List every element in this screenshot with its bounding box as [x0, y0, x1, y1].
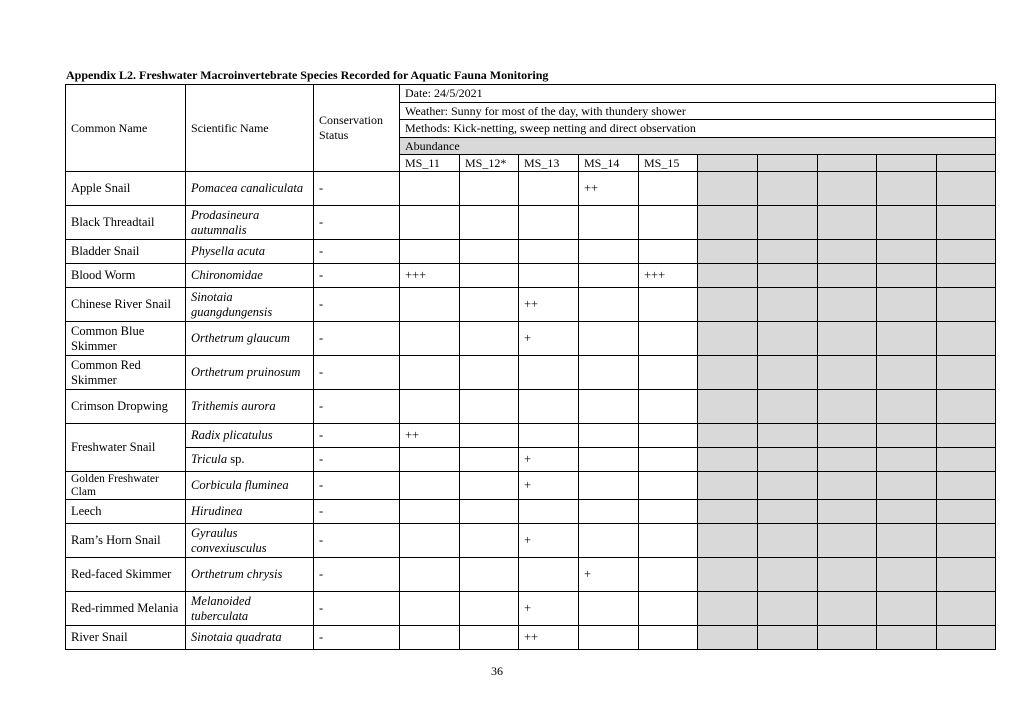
- table-row: [66, 206, 996, 240]
- empty-shaded-cell: [937, 448, 996, 472]
- empty-shaded-cell: [937, 500, 996, 524]
- abundance-cell: [460, 626, 519, 650]
- abundance-cell: [460, 558, 519, 592]
- abundance-cell: [400, 172, 460, 206]
- abundance-cell: [579, 322, 639, 356]
- abundance-cell: [400, 356, 460, 390]
- abundance-cell: [400, 390, 460, 424]
- table-row: [66, 322, 996, 356]
- empty-shaded-cell: [877, 264, 937, 288]
- abundance-cell: [460, 592, 519, 626]
- empty-shaded-cell: [937, 626, 996, 650]
- empty-shaded-cell: [698, 288, 758, 322]
- table-row: [66, 356, 996, 390]
- empty-shaded-cell: [758, 424, 818, 448]
- empty-shaded-cell: [937, 390, 996, 424]
- empty-shaded-cell: [758, 206, 818, 240]
- abundance-cell: ++: [519, 288, 579, 322]
- common-name-cell: Freshwater Snail: [66, 424, 186, 472]
- empty-shaded-cell: [818, 206, 877, 240]
- empty-shaded-cell: [698, 592, 758, 626]
- scientific-name-cell: Melanoided tuberculata: [186, 592, 314, 626]
- abundance-cell: [639, 206, 698, 240]
- conservation-status-cell: -: [314, 524, 400, 558]
- abundance-cell: [460, 322, 519, 356]
- empty-shaded-cell: [818, 592, 877, 626]
- abundance-cell: +++: [400, 264, 460, 288]
- empty-shaded-cell: [877, 472, 937, 500]
- abundance-cell: [519, 264, 579, 288]
- conservation-status-cell: -: [314, 322, 400, 356]
- conservation-status-cell: -: [314, 500, 400, 524]
- abundance-cell: ++: [579, 172, 639, 206]
- abundance-cell: [400, 524, 460, 558]
- abundance-cell: [519, 206, 579, 240]
- scientific-name-cell: [186, 448, 314, 472]
- abundance-cell: [460, 240, 519, 264]
- common-name-cell: Bladder Snail: [66, 240, 186, 264]
- empty-shaded-cell: [698, 500, 758, 524]
- abundance-cell: [400, 472, 460, 500]
- abundance-cell: [400, 288, 460, 322]
- scientific-name-cell: Gyraulus convexiusculus: [186, 524, 314, 558]
- empty-shaded-cell: [877, 356, 937, 390]
- abundance-cell: [519, 172, 579, 206]
- empty-shaded-cell: [758, 626, 818, 650]
- abundance-cell: [519, 558, 579, 592]
- abundance-cell: [460, 172, 519, 206]
- conservation-status-cell: -: [314, 356, 400, 390]
- abundance-cell: [460, 264, 519, 288]
- abundance-cell: [400, 500, 460, 524]
- abundance-cell: [639, 424, 698, 448]
- empty-shaded-cell: [877, 626, 937, 650]
- abundance-cell: +: [519, 322, 579, 356]
- conservation-status-cell: -: [314, 472, 400, 500]
- abundance-cell: [639, 288, 698, 322]
- abundance-cell: [639, 524, 698, 558]
- empty-shaded-cell: [818, 472, 877, 500]
- scientific-name-cell: Corbicula fluminea: [186, 472, 314, 500]
- abundance-cell: [579, 264, 639, 288]
- station-header: [818, 155, 877, 172]
- empty-shaded-cell: [937, 356, 996, 390]
- empty-shaded-cell: [937, 322, 996, 356]
- abundance-cell: [460, 500, 519, 524]
- abundance-cell: [400, 448, 460, 472]
- empty-shaded-cell: [758, 448, 818, 472]
- conservation-status-cell: -: [314, 448, 400, 472]
- table-row: [66, 424, 996, 448]
- header-methods: Methods: Kick-netting, sweep netting and direct observation: [400, 120, 996, 138]
- empty-shaded-cell: [937, 524, 996, 558]
- species-table: [65, 84, 996, 650]
- abundance-cell: +: [519, 524, 579, 558]
- empty-shaded-cell: [758, 288, 818, 322]
- abundance-cell: [400, 322, 460, 356]
- conservation-status-cell: -: [314, 264, 400, 288]
- abundance-cell: [460, 288, 519, 322]
- common-name-cell: River Snail: [66, 626, 186, 650]
- page-number: 36: [491, 664, 503, 678]
- empty-shaded-cell: [698, 448, 758, 472]
- abundance-cell: +: [579, 558, 639, 592]
- empty-shaded-cell: [818, 626, 877, 650]
- empty-shaded-cell: [937, 558, 996, 592]
- empty-shaded-cell: [758, 558, 818, 592]
- abundance-cell: [400, 626, 460, 650]
- abundance-cell: [639, 240, 698, 264]
- scientific-name-cell: Prodasineura autumnalis: [186, 206, 314, 240]
- abundance-cell: [400, 206, 460, 240]
- header-scientific-name: Scientific Name: [186, 85, 314, 172]
- scientific-name-cell: Trithemis aurora: [186, 390, 314, 424]
- empty-shaded-cell: [758, 264, 818, 288]
- empty-shaded-cell: [937, 172, 996, 206]
- station-header: [698, 155, 758, 172]
- header-common-name: Common Name: [66, 85, 186, 172]
- empty-shaded-cell: [877, 288, 937, 322]
- conservation-status-cell: -: [314, 626, 400, 650]
- table-row: [66, 288, 996, 322]
- empty-shaded-cell: [937, 424, 996, 448]
- empty-shaded-cell: [877, 558, 937, 592]
- abundance-cell: [639, 172, 698, 206]
- empty-shaded-cell: [937, 472, 996, 500]
- scientific-name-cell: Hirudinea: [186, 500, 314, 524]
- scientific-name-cell: Radix plicatulus: [186, 424, 314, 448]
- empty-shaded-cell: [937, 288, 996, 322]
- header-abundance: Abundance: [400, 138, 996, 155]
- empty-shaded-cell: [698, 356, 758, 390]
- conservation-status-cell: -: [314, 172, 400, 206]
- common-name-cell: Black Threadtail: [66, 206, 186, 240]
- abundance-cell: [519, 240, 579, 264]
- station-header: MS_13: [519, 155, 579, 172]
- abundance-cell: [519, 424, 579, 448]
- empty-shaded-cell: [698, 424, 758, 448]
- empty-shaded-cell: [877, 448, 937, 472]
- empty-shaded-cell: [698, 472, 758, 500]
- abundance-cell: [639, 356, 698, 390]
- abundance-cell: +: [519, 448, 579, 472]
- empty-shaded-cell: [937, 206, 996, 240]
- empty-shaded-cell: [937, 592, 996, 626]
- abundance-cell: [579, 448, 639, 472]
- abundance-cell: [579, 524, 639, 558]
- empty-shaded-cell: [758, 524, 818, 558]
- common-name-cell: Ram’s Horn Snail: [66, 524, 186, 558]
- abundance-cell: [460, 206, 519, 240]
- abundance-cell: [579, 356, 639, 390]
- station-header: [877, 155, 937, 172]
- common-name-cell: Leech: [66, 500, 186, 524]
- abundance-cell: [579, 288, 639, 322]
- empty-shaded-cell: [818, 524, 877, 558]
- empty-shaded-cell: [698, 264, 758, 288]
- common-name-cell: Common Red Skimmer: [66, 356, 186, 390]
- abundance-cell: [579, 390, 639, 424]
- empty-shaded-cell: [698, 172, 758, 206]
- station-header: MS_15: [639, 155, 698, 172]
- empty-shaded-cell: [698, 322, 758, 356]
- common-name-cell: Blood Worm: [66, 264, 186, 288]
- empty-shaded-cell: [758, 172, 818, 206]
- table-row: [66, 172, 996, 206]
- empty-shaded-cell: [877, 500, 937, 524]
- scientific-name-cell: Orthetrum glaucum: [186, 322, 314, 356]
- conservation-status-cell: -: [314, 288, 400, 322]
- empty-shaded-cell: [818, 356, 877, 390]
- scientific-name-cell: Chironomidae: [186, 264, 314, 288]
- abundance-cell: [460, 524, 519, 558]
- abundance-cell: [579, 592, 639, 626]
- empty-shaded-cell: [818, 390, 877, 424]
- abundance-cell: [639, 626, 698, 650]
- table-row: [66, 626, 996, 650]
- abundance-cell: [460, 424, 519, 448]
- scientific-name-cell: Pomacea canaliculata: [186, 172, 314, 206]
- abundance-cell: [519, 390, 579, 424]
- empty-shaded-cell: [758, 500, 818, 524]
- empty-shaded-cell: [818, 424, 877, 448]
- abundance-cell: [639, 472, 698, 500]
- table-row: [66, 448, 996, 472]
- table-row: [66, 390, 996, 424]
- abundance-cell: [400, 558, 460, 592]
- abundance-cell: [579, 240, 639, 264]
- conservation-status-cell: -: [314, 390, 400, 424]
- empty-shaded-cell: [818, 288, 877, 322]
- scientific-name-cell: Physella acuta: [186, 240, 314, 264]
- abundance-cell: [460, 472, 519, 500]
- scientific-name-cell: Sinotaia quadrata: [186, 626, 314, 650]
- empty-shaded-cell: [698, 524, 758, 558]
- empty-shaded-cell: [758, 322, 818, 356]
- empty-shaded-cell: [877, 524, 937, 558]
- table-row: [66, 500, 996, 524]
- table-row: [66, 264, 996, 288]
- abundance-cell: [579, 500, 639, 524]
- abundance-cell: [460, 356, 519, 390]
- abundance-cell: +: [519, 592, 579, 626]
- abundance-cell: [519, 500, 579, 524]
- abundance-cell: [579, 424, 639, 448]
- abundance-cell: [639, 558, 698, 592]
- scientific-name-cell: Orthetrum pruinosum: [186, 356, 314, 390]
- scientific-genus: Tricula: [191, 452, 228, 466]
- station-header: MS_11: [400, 155, 460, 172]
- abundance-cell: [460, 448, 519, 472]
- station-header: [937, 155, 996, 172]
- station-header: [758, 155, 818, 172]
- empty-shaded-cell: [758, 592, 818, 626]
- common-name-cell: Golden Freshwater Clam: [66, 472, 186, 500]
- abundance-cell: [519, 356, 579, 390]
- header-weather: Weather: Sunny for most of the day, with thundery shower: [400, 103, 996, 120]
- table-row: [66, 592, 996, 626]
- empty-shaded-cell: [818, 240, 877, 264]
- empty-shaded-cell: [698, 558, 758, 592]
- abundance-cell: ++: [519, 626, 579, 650]
- empty-shaded-cell: [698, 206, 758, 240]
- empty-shaded-cell: [877, 240, 937, 264]
- empty-shaded-cell: [877, 322, 937, 356]
- empty-shaded-cell: [937, 264, 996, 288]
- empty-shaded-cell: [877, 424, 937, 448]
- empty-shaded-cell: [758, 356, 818, 390]
- empty-shaded-cell: [877, 592, 937, 626]
- common-name-cell: Chinese River Snail: [66, 288, 186, 322]
- conservation-status-cell: -: [314, 592, 400, 626]
- empty-shaded-cell: [758, 390, 818, 424]
- table-row: [66, 472, 996, 500]
- common-name-cell: Apple Snail: [66, 172, 186, 206]
- empty-shaded-cell: [818, 500, 877, 524]
- table-row: [66, 524, 996, 558]
- empty-shaded-cell: [818, 558, 877, 592]
- abundance-cell: [639, 390, 698, 424]
- abundance-cell: [639, 448, 698, 472]
- empty-shaded-cell: [698, 626, 758, 650]
- conservation-status-cell: -: [314, 558, 400, 592]
- scientific-name-cell: Sinotaia guangdungensis: [186, 288, 314, 322]
- scientific-suffix: sp.: [230, 452, 245, 466]
- common-name-cell: Red-faced Skimmer: [66, 558, 186, 592]
- abundance-cell: +: [519, 472, 579, 500]
- table-row: [66, 558, 996, 592]
- empty-shaded-cell: [818, 448, 877, 472]
- empty-shaded-cell: [698, 390, 758, 424]
- abundance-cell: [639, 322, 698, 356]
- station-header: MS_12*: [460, 155, 519, 172]
- scientific-name-cell: Orthetrum chrysis: [186, 558, 314, 592]
- abundance-cell: [639, 592, 698, 626]
- empty-shaded-cell: [758, 240, 818, 264]
- empty-shaded-cell: [818, 172, 877, 206]
- empty-shaded-cell: [937, 240, 996, 264]
- abundance-cell: +++: [639, 264, 698, 288]
- abundance-cell: [460, 390, 519, 424]
- common-name-cell: Common Blue Skimmer: [66, 322, 186, 356]
- header-date: Date: 24/5/2021: [400, 85, 996, 103]
- header-conservation-status: Conservation Status: [314, 85, 400, 172]
- abundance-cell: [400, 240, 460, 264]
- appendix-title: Appendix L2. Freshwater Macroinvertebrate Species Recorded for Aquatic Fauna Monitoring: [66, 68, 549, 82]
- empty-shaded-cell: [758, 472, 818, 500]
- empty-shaded-cell: [877, 172, 937, 206]
- station-header: MS_14: [579, 155, 639, 172]
- empty-shaded-cell: [698, 240, 758, 264]
- common-name-cell: Crimson Dropwing: [66, 390, 186, 424]
- empty-shaded-cell: [877, 206, 937, 240]
- abundance-cell: [400, 592, 460, 626]
- empty-shaded-cell: [877, 390, 937, 424]
- abundance-cell: [579, 472, 639, 500]
- empty-shaded-cell: [818, 264, 877, 288]
- table-row: [66, 240, 996, 264]
- conservation-status-cell: -: [314, 424, 400, 448]
- abundance-cell: [639, 500, 698, 524]
- empty-shaded-cell: [818, 322, 877, 356]
- abundance-cell: [579, 626, 639, 650]
- common-name-cell: Red-rimmed Melania: [66, 592, 186, 626]
- conservation-status-cell: -: [314, 240, 400, 264]
- abundance-cell: ++: [400, 424, 460, 448]
- conservation-status-cell: -: [314, 206, 400, 240]
- abundance-cell: [579, 206, 639, 240]
